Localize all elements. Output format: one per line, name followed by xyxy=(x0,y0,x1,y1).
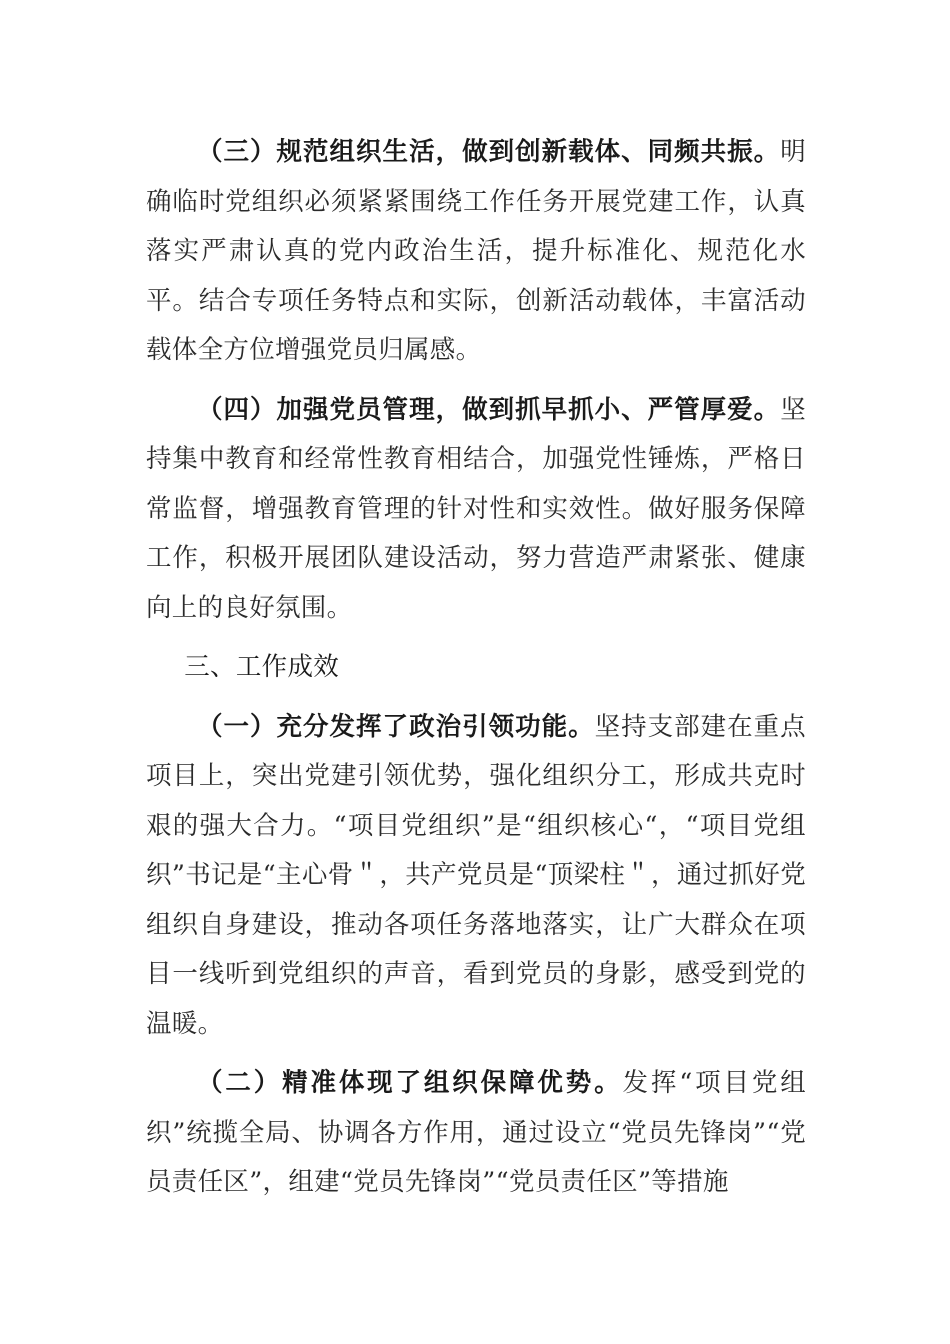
paragraph-body: 明确临时党组织必须紧紧围绕工作任务开展党建工作，认真落实严肃认真的党内政治生活，提升标准化、规范化水平。结合专项任务特点和实际，创新活动载体，丰富活动载体全方位增强党员归属感。 xyxy=(146,137,806,365)
result-item-1 xyxy=(146,703,806,1050)
paragraph-body: 坚持支部建在重点项目上，突出党建引领优势，强化组织分工，形成共克时艰的强大合力。“项目党组织”是“组织核心“，“项目党组织”书记是“主心骨＂，共产党员是“顶梁柱＂，通过抓好党组织自身建设，推动各项任务落地落实，让广大群众在项目一线听到党组织的声音，看到党员的身影，感受到党的温暖。 xyxy=(146,711,806,1039)
paragraph-lead: （四）加强党员管理，做到抓早抓小、严管厚爱。 xyxy=(197,394,781,425)
paragraph-lead: （二）精准体现了组织保障优势。 xyxy=(197,1068,623,1098)
paragraph-body: 发挥“项目党组织”统揽全局、协调各方作用，通过设立“党员先锋岗”“党员责任区”，组建“党员先锋岗”“党员责任区”等措施 xyxy=(146,1068,806,1197)
section-heading: 三、工作成效 xyxy=(184,652,340,682)
paragraph-item-3 xyxy=(146,128,806,376)
paragraph-body: 坚持集中教育和经常性教育相结合，加强党性锤炼，严格日常监督，增强教育管理的针对性和实效性。做好服务保障工作，积极开展团队建设活动，努力营造严肃紧张、健康向上的良好氛围。 xyxy=(146,394,806,623)
paragraph-lead: （三）规范组织生活，做到创新载体、同频共振。 xyxy=(197,137,781,167)
paragraph-item-4 xyxy=(146,386,806,634)
paragraph-lead: （一）充分发挥了政治引领功能。 xyxy=(197,711,595,742)
document-body xyxy=(146,128,806,1208)
result-item-2 xyxy=(146,1059,806,1208)
